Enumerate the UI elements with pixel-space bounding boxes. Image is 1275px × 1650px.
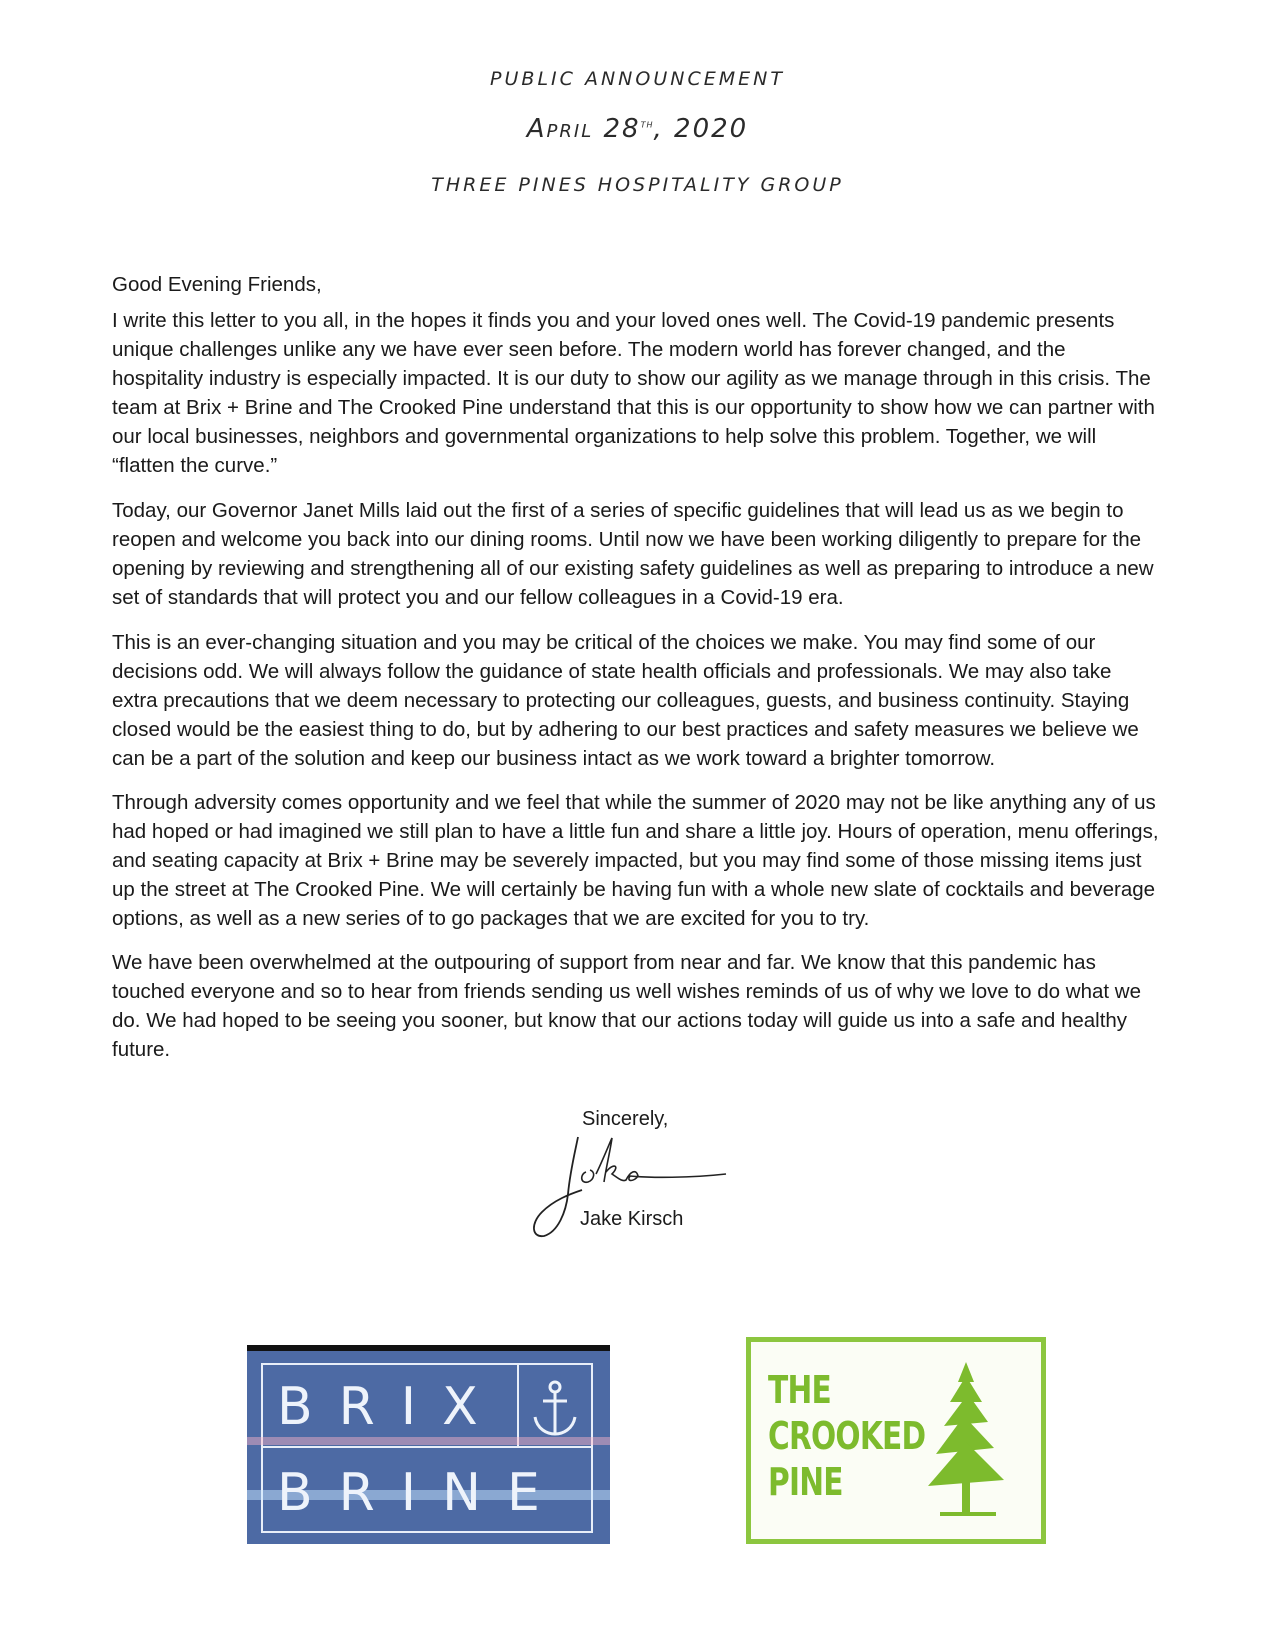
date-suffix: th bbox=[640, 116, 654, 131]
logo-text-brine: BRINE bbox=[277, 1463, 566, 1523]
logo-text-brix: BRIX bbox=[277, 1377, 504, 1437]
paragraph: This is an ever-changing situation and you may be critical of the choices we make. You may find some of our decisions odd. We will always follow the guidance of state health officials and professionals. We may also take extra precautions that we deem necessary to protecting our colleagues, guests, and business continuity. Staying closed would be the easiest thing to do, but by adhering to our best practices and safety measures we believe we can be a part of the solution and keep our business intact as we work toward a brighter tomorrow. bbox=[112, 631, 1139, 770]
paragraph: Through adversity comes opportunity and we feel that while the summer of 2020 may not be like anything any of us had hoped or had imagined we still plan to have a little fun and share a little joy. Hours of operation, menu offerings, and seating capacity at Brix + Brine may be severely impacted, but you may find some of those missing items just up the street at The Crooked Pine. We will certainly be having fun with a whole new slate of cocktails and beverage options, as well as a new series of to go packages that we are excited for you to try. bbox=[112, 791, 1159, 930]
date-main: April 28 bbox=[526, 114, 641, 144]
announcement-title: PUBLIC ANNOUNCEMENT bbox=[490, 68, 785, 90]
signer-name: Jake Kirsch bbox=[580, 1208, 684, 1230]
logo-text-pine: PINE bbox=[768, 1460, 843, 1504]
closing: Sincerely, bbox=[582, 1108, 669, 1130]
logo-text-the: THE bbox=[768, 1368, 831, 1412]
anchor-icon bbox=[529, 1379, 581, 1439]
brix-brine-logo bbox=[247, 1345, 610, 1544]
paragraph: I write this letter to you all, in the hopes it finds you and your loved ones well. The Covid-19 pandemic presents unique challenges unlike any we have ever seen before. The modern world has forever changed, and the hospitality industry is especially impacted. It is our duty to show our agility as we manage through in this crisis. The team at Brix + Brine and The Crooked Pine understand that this is our opportunity to show how we can partner with our local businesses, neighbors and governmental organizations to help solve this problem. Together, we will “flatten the curve.” bbox=[112, 309, 1155, 477]
crooked-pine-logo bbox=[746, 1337, 1046, 1544]
logo-text-crooked: CROOKED bbox=[768, 1414, 926, 1458]
date-year: , 2020 bbox=[653, 114, 749, 144]
paragraph: We have been overwhelmed at the outpouring of support from near and far. We know that this pandemic has touched everyone and so to hear from friends sending us well wishes reminds of us of why we love to do what we do. We had hoped to be seeing you sooner, but know that our actions today will guide us into a safe and healthy future. bbox=[112, 951, 1141, 1061]
announcement-date bbox=[0, 114, 1275, 144]
greeting: Good Evening Friends, bbox=[112, 273, 322, 296]
pine-tree-icon bbox=[916, 1362, 1016, 1522]
paragraph: Today, our Governor Janet Mills laid out the first of a series of specific guidelines that will lead us as we begin to reopen and welcome you back into our dining rooms. Until now we have been working diligently to prepare for the opening by reviewing and strengthening all of our existing safety guidelines as well as preparing to introduce a new set of standards that will protect you and our fellow colleagues in a Covid-19 era. bbox=[112, 499, 1154, 609]
organization-name: THREE PINES HOSPITALITY GROUP bbox=[431, 174, 844, 196]
